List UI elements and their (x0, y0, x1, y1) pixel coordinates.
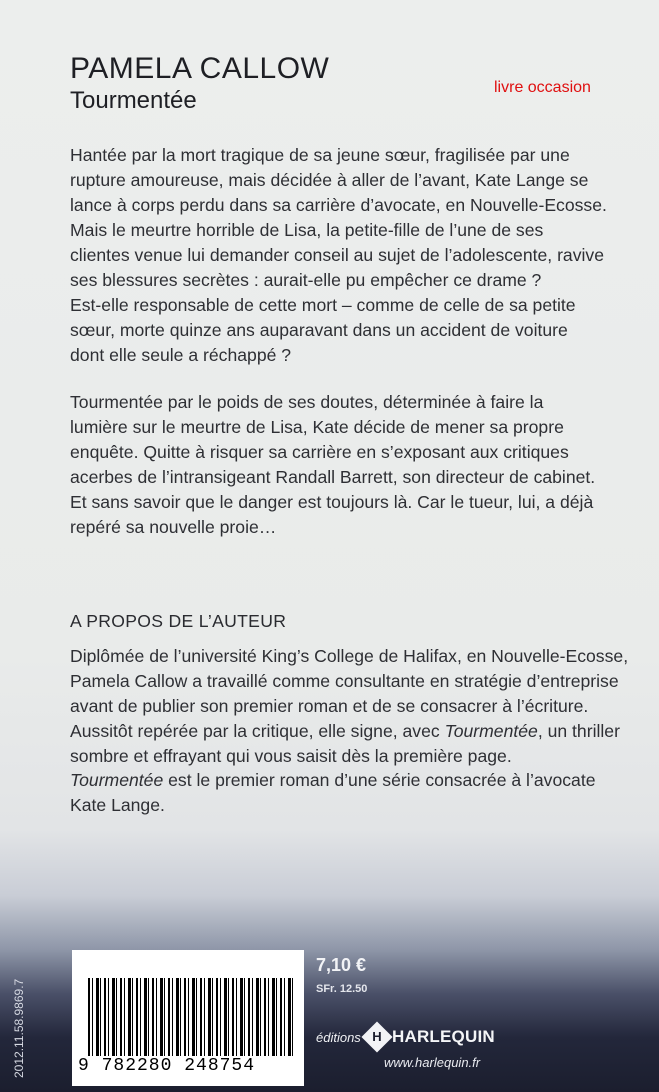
barcode-number: 9 782280 248754 (78, 1056, 256, 1076)
blurb-line: sœur, morte quinze ans auparavant dans un accident de voiture (70, 320, 568, 340)
book-title: Tourmentée (70, 87, 197, 114)
series-text: est le premier roman d’une série consacrée à l’avocate (163, 770, 596, 790)
used-book-tag: livre occasion (494, 79, 591, 96)
series-line: Kate Lange. (70, 795, 165, 815)
blurb-line: lance à corps perdu dans sa carrière d’avocate, en Nouvelle-Ecosse. (70, 195, 607, 215)
barcode (72, 950, 304, 1086)
blurb-paragraph-1 (70, 143, 630, 368)
bio-text: , un thriller (537, 721, 620, 741)
blurb-line: repéré sa nouvelle proie… (70, 517, 277, 537)
harlequin-logo-icon (361, 1021, 392, 1052)
series-note (70, 768, 630, 818)
blurb-line: lumière sur le meurtre de Lisa, Kate décide de mener sa propre (70, 417, 564, 437)
author-name: PAMELA CALLOW (70, 52, 330, 85)
bio-line: Diplômée de l’université King’s College de Halifax, en Nouvelle-Ecosse, (70, 646, 629, 666)
isbn-vertical-code: 2012.11.58.9869.7 (12, 978, 26, 1078)
blurb-paragraph-2 (70, 390, 630, 540)
blurb-line: ses blessures secrètes : aurait-elle pu empêcher ce drame ? (70, 270, 542, 290)
bio-line: avant de publier son premier roman et de se consacrer à l’écriture. (70, 696, 589, 716)
publisher-brand: HARLEQUIN (392, 1027, 495, 1046)
about-bio (70, 644, 630, 769)
title-italic: Tourmentée (70, 770, 164, 790)
barcode-bars (88, 978, 293, 1056)
bio-line: Pamela Callow a travaillé comme consultante en stratégie d’entreprise (70, 671, 619, 691)
series-line (70, 768, 630, 793)
bio-text: Aussitôt repérée par la critique, elle signe, avec (70, 721, 445, 741)
logo-letter: H (372, 1029, 382, 1044)
blurb-line: Et sans savoir que le danger est toujours là. Car le tueur, lui, a déjà (70, 492, 594, 512)
price-chf: SFr. 12.50 (316, 983, 368, 995)
blurb-line: rupture amoureuse, mais décidée à aller de l’avant, Kate Lange se (70, 170, 589, 190)
publisher-editions: éditions (316, 1030, 361, 1045)
blurb-line: enquête. Quitte à risquer sa carrière en s’exposant aux critiques (70, 442, 569, 462)
title-italic: Tourmentée (444, 721, 538, 741)
blurb-line: dont elle seule a réchappé ? (70, 345, 292, 365)
publisher-url: www.harlequin.fr (384, 1055, 481, 1070)
about-heading: A PROPOS DE L’AUTEUR (70, 611, 287, 631)
blurb-line: Mais le meurtre horrible de Lisa, la petite-fille de l’une de ses (70, 220, 544, 240)
bio-line (70, 719, 630, 744)
blurb-line: clientes venue lui demander conseil au sujet de l’adolescente, ravive (70, 245, 604, 265)
bio-line: sombre et effrayant qui vous saisit dès la première page. (70, 746, 512, 766)
blurb-line: Tourmentée par le poids de ses doutes, déterminée à faire la (70, 392, 544, 412)
price-eur: 7,10 € (316, 955, 367, 975)
blurb-line: Hantée par la mort tragique de sa jeune sœur, fragilisée par une (70, 145, 570, 165)
blurb-line: acerbes de l’intransigeant Randall Barrett, son directeur de cabinet. (70, 467, 596, 487)
blurb-line: Est-elle responsable de cette mort – comme de celle de sa petite (70, 295, 576, 315)
